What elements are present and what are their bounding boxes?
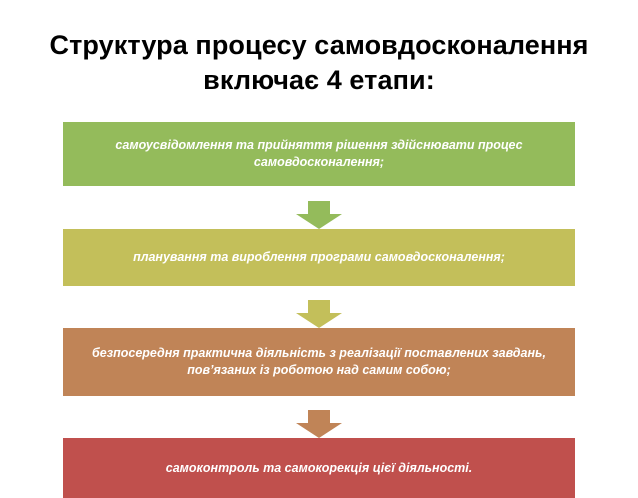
process-step-1-label: самоусвідомлення та прийняття рішення здійснювати процес самовдосконалення; xyxy=(115,138,523,169)
arrow-head xyxy=(296,423,342,438)
arrow-stem xyxy=(308,300,330,314)
connector-2 xyxy=(63,300,575,328)
arrow-stem xyxy=(308,201,330,215)
process-step-3[interactable] xyxy=(63,328,575,396)
arrow-head xyxy=(296,313,342,328)
connector-1 xyxy=(63,201,575,229)
arrow-stem xyxy=(308,410,330,424)
page-title: Структура процесу самовдосконалення включає 4 етапи: xyxy=(49,30,589,95)
process-step-4[interactable] xyxy=(63,438,575,498)
down-arrow-icon xyxy=(296,201,342,229)
process-step-1[interactable] xyxy=(63,122,575,186)
down-arrow-icon xyxy=(296,300,342,328)
spacer-2 xyxy=(63,286,575,300)
process-step-4-label: самоконтроль та самокорекція цієї діяльності. xyxy=(165,460,473,475)
process-step-3-label: безпосередня практична діяльність з реалізації поставлених завдань, пов’язаних із роботою над самим собою; xyxy=(92,346,546,377)
process-step-2-label: планування та вироблення програми самовдосконалення; xyxy=(133,250,505,265)
process-step-2[interactable] xyxy=(63,229,575,286)
down-arrow-icon xyxy=(296,410,342,438)
spacer-3 xyxy=(63,396,575,410)
connector-3 xyxy=(63,410,575,438)
arrow-head xyxy=(296,214,342,229)
process-diagram xyxy=(63,122,575,498)
spacer-1 xyxy=(63,186,575,201)
